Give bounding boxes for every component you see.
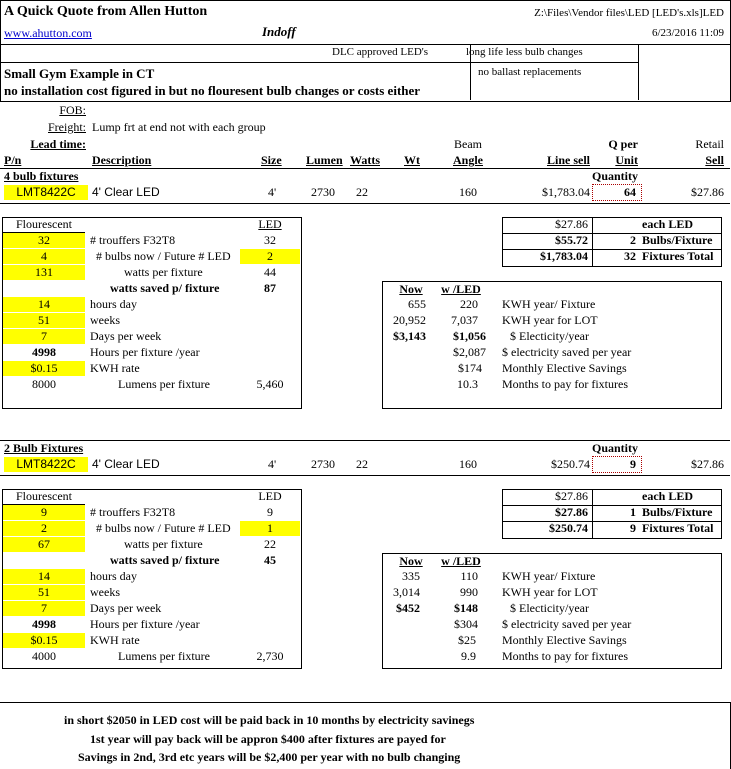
s2-sav-label-1: KWH year for LOT: [502, 585, 598, 599]
section1-pn: LMT8422C: [4, 185, 88, 200]
s1-hours-year: 4998: [32, 345, 56, 359]
s2-hours-year: 4998: [32, 617, 56, 631]
section2-size: 4': [268, 457, 277, 471]
col-pn: P/n: [4, 153, 22, 167]
s1-troffers-label: # trouffers F32T8: [90, 233, 176, 247]
summary-line-3: Savings in 2nd, 3rd etc years will be $2,400 per year with no bulb changing: [78, 750, 461, 764]
no-install-note: no installation cost figured in but no flouresent bulb changes or costs either: [4, 83, 421, 98]
section2-pn: LMT8422C: [4, 457, 88, 472]
s1-price-total: $1,783.04: [540, 249, 588, 263]
s2-bulbs-flour[interactable]: 2: [3, 521, 85, 536]
summary-line-1: in short $2050 in LED cost will be paid back in 10 months by electricity savinegs: [64, 713, 475, 727]
s2-price-total-qty: 9: [630, 521, 636, 535]
s2-weeks-label: weeks: [90, 585, 120, 599]
s1-troffers-flour[interactable]: 32: [3, 233, 85, 248]
s2-kwh-rate[interactable]: $0.15: [3, 633, 85, 648]
s1-hours-year-label: Hours per fixture /year: [90, 345, 200, 359]
s1-kwh-rate-label: KWH rate: [90, 361, 140, 375]
col-qper: Q per: [608, 137, 638, 151]
s1-saved-label: watts saved p/ fixture: [110, 281, 220, 295]
s1-price-total-qty: 32: [624, 249, 636, 263]
section1-beam: 160: [459, 185, 477, 199]
section2-lumen: 2730: [311, 457, 335, 471]
s2-sav-led-0: 110: [460, 569, 478, 583]
no-ballast-note: no ballast replacements: [478, 66, 582, 78]
company-name: Indoff: [262, 24, 296, 39]
s1-hours-day[interactable]: 14: [3, 297, 85, 312]
col-angle: Angle: [453, 153, 483, 167]
s2-sav-led-1: 990: [460, 585, 478, 599]
s2-saved-value: 45: [264, 553, 276, 567]
s2-price-bulbs-qty: 1: [630, 505, 636, 519]
s1-sav-led-2: $1,056: [453, 329, 486, 343]
freight-label: Freight:: [48, 120, 86, 134]
s2-days-week-label: Days per week: [90, 601, 162, 615]
s2-troffers-label: # trouffers F32T8: [90, 505, 176, 519]
section2-quantity-label: Quantity: [591, 441, 638, 455]
s2-bulbs-label: # bulbs now / Future # LED: [96, 521, 231, 535]
s2-hours-year-label: Hours per fixture /year: [90, 617, 200, 631]
section2-watts: 22: [356, 457, 368, 471]
col-line-sell: Line sell: [546, 153, 590, 167]
section1-line-sell: $1,783.04: [542, 185, 590, 199]
s1-sav-now-2: $3,143: [393, 329, 426, 343]
dlc-note: DLC approved LED's: [332, 46, 429, 58]
s1-sav-now-0: 655: [408, 297, 426, 311]
s1-sav-led-1: 7,037: [451, 313, 478, 327]
col-watts: Watts: [350, 153, 380, 167]
s1-sav-label-5: Months to pay for fixtures: [502, 377, 628, 391]
section2-line-sell: $250.74: [551, 457, 590, 471]
section1-size: 4': [268, 185, 277, 199]
section1-description: 4' Clear LED: [92, 185, 160, 199]
s1-bulbs-label: # bulbs now / Future # LED: [96, 249, 231, 263]
s1-sav-label-2: $ Electicity/year: [510, 329, 589, 343]
s2-sav-now-2: $452: [396, 601, 420, 615]
s1-weeks-label: weeks: [90, 313, 120, 327]
s1-sav-label-3: $ electricity saved per year: [502, 345, 632, 359]
section1-watts: 22: [356, 185, 368, 199]
s2-bulbs-led[interactable]: 1: [240, 521, 300, 536]
s2-watts-flour[interactable]: 67: [3, 537, 85, 552]
section2-heading: 2 Bulb Fixtures: [4, 441, 84, 455]
s1-sav-led-0: 220: [460, 297, 478, 311]
s1-sav-label-0: KWH year/ Fixture: [502, 297, 596, 311]
quote-title: A Quick Quote from Allen Hutton: [4, 4, 208, 19]
col-description: Description: [92, 153, 152, 167]
s2-price-total: $250.74: [549, 521, 588, 535]
col-unit: Unit: [615, 153, 638, 167]
s2-sav-led-2: $148: [454, 601, 478, 615]
s2-sav-label-4: Monthly Elective Savings: [502, 633, 627, 647]
s2-price-total-label: Fixtures Total: [642, 521, 714, 535]
s2-sav-led-3: $304: [454, 617, 478, 631]
section2-retail: $27.86: [691, 457, 724, 471]
s2-lumens-flour: 4000: [32, 649, 56, 663]
s2-sav-label-2: $ Electicity/year: [510, 601, 589, 615]
s1-lumens-label: Lumens per fixture: [118, 377, 210, 391]
s2-sav-label-3: $ electricity saved per year: [502, 617, 632, 631]
s1-price-each-label: each LED: [642, 217, 693, 231]
lead-time-label: Lead time:: [30, 137, 86, 151]
s1-price-total-label: Fixtures Total: [642, 249, 714, 263]
col-beam: Beam: [454, 137, 482, 151]
datetime: 6/23/2016 11:09: [651, 27, 724, 39]
s1-led-header: LED: [258, 217, 282, 231]
col-lumen: Lumen: [306, 153, 343, 167]
s2-kwh-rate-label: KWH rate: [90, 633, 140, 647]
section1-quantity-label: Quantity: [591, 169, 638, 183]
s2-led-header: LED: [258, 489, 282, 503]
s1-flour-header: Flourescent: [16, 217, 72, 231]
s1-troffers-led: 32: [264, 233, 276, 247]
s1-price-each: $27.86: [555, 217, 588, 231]
s1-watts-flour[interactable]: 131: [3, 265, 85, 280]
section2-description: 4' Clear LED: [92, 457, 160, 471]
s1-watts-label: watts per fixture: [124, 265, 203, 279]
col-size: Size: [261, 153, 282, 167]
s1-bulbs-led[interactable]: 2: [240, 249, 300, 264]
freight-value: Lump frt at end not with each group: [92, 120, 266, 134]
s1-price-bulbs-label: Bulbs/Fixture: [642, 233, 713, 247]
s2-sav-label-5: Months to pay for fixtures: [502, 649, 628, 663]
s2-led-col-header: w /LED: [441, 554, 481, 568]
col-wt: Wt: [404, 153, 420, 167]
s1-lumens-flour: 8000: [32, 377, 56, 391]
s1-days-week-label: Days per week: [90, 329, 162, 343]
s2-sav-label-0: KWH year/ Fixture: [502, 569, 596, 583]
s2-price-each-label: each LED: [642, 489, 693, 503]
s1-sav-led-3: $2,087: [453, 345, 486, 359]
section2-beam: 160: [459, 457, 477, 471]
section1-lumen: 2730: [311, 185, 335, 199]
s2-price-each: $27.86: [555, 489, 588, 503]
s2-troffers-flour[interactable]: 9: [3, 505, 85, 520]
s2-flour-header: Flourescent: [16, 489, 72, 503]
s1-weeks[interactable]: 51: [3, 313, 85, 328]
s2-sav-led-5: 9.9: [461, 649, 476, 663]
s2-days-week[interactable]: 7: [3, 601, 85, 616]
s1-sav-now-1: 20,952: [393, 313, 426, 327]
s1-sav-led-5: 10.3: [457, 377, 478, 391]
s2-lumens-led: 2,730: [256, 649, 284, 663]
col-sell: Sell: [705, 153, 724, 167]
example-note: Small Gym Example in CT: [4, 66, 155, 81]
s1-watts-led: 44: [264, 265, 276, 279]
summary-line-2: 1st year will pay back will be appron $400 after fixtures are payed for: [90, 732, 446, 746]
s1-led-col-header: w /LED: [441, 282, 481, 296]
s2-lumens-label: Lumens per fixture: [118, 649, 210, 663]
s1-price-bulbs-qty: 2: [630, 233, 636, 247]
s1-days-week[interactable]: 7: [3, 329, 85, 344]
s1-hours-day-label: hours day: [90, 297, 137, 311]
s2-watts-led: 22: [264, 537, 276, 551]
s1-kwh-rate[interactable]: $0.15: [3, 361, 85, 376]
s2-weeks[interactable]: 51: [3, 585, 85, 600]
s2-sav-now-0: 335: [402, 569, 420, 583]
s2-hours-day[interactable]: 14: [3, 569, 85, 584]
col-retail: Retail: [695, 137, 724, 151]
s2-sav-now-1: 3,014: [393, 585, 420, 599]
section2-quantity-input[interactable]: 9: [630, 457, 636, 471]
s2-hours-day-label: hours day: [90, 569, 137, 583]
s2-troffers-led: 9: [267, 505, 273, 519]
s2-price-bulbs: $27.86: [555, 505, 588, 519]
website-link[interactable]: www.ahutton.com: [4, 26, 92, 40]
long-life-note: long life less bulb changes: [466, 46, 583, 58]
s2-now-header: Now: [399, 554, 423, 568]
s1-lumens-led: 5,460: [256, 377, 284, 391]
s2-saved-label: watts saved p/ fixture: [110, 553, 220, 567]
s1-sav-label-1: KWH year for LOT: [502, 313, 598, 327]
section1-retail: $27.86: [691, 185, 724, 199]
s2-price-bulbs-label: Bulbs/Fixture: [642, 505, 713, 519]
fob-label: FOB:: [59, 103, 86, 117]
s1-now-header: Now: [399, 282, 423, 296]
s1-sav-led-4: $174: [458, 361, 482, 375]
s2-sav-led-4: $25: [458, 633, 476, 647]
s2-watts-label: watts per fixture: [124, 537, 203, 551]
section1-quantity-input[interactable]: 64: [624, 185, 636, 199]
s1-saved-value: 87: [264, 281, 276, 295]
s1-price-bulbs: $55.72: [555, 233, 588, 247]
file-path: Z:\Files\Vendor files\LED [LED's.xls]LED: [534, 7, 724, 19]
s1-bulbs-flour[interactable]: 4: [3, 249, 85, 264]
s1-sav-label-4: Monthly Elective Savings: [502, 361, 627, 375]
section1-heading: 4 bulb fixtures: [4, 169, 79, 183]
